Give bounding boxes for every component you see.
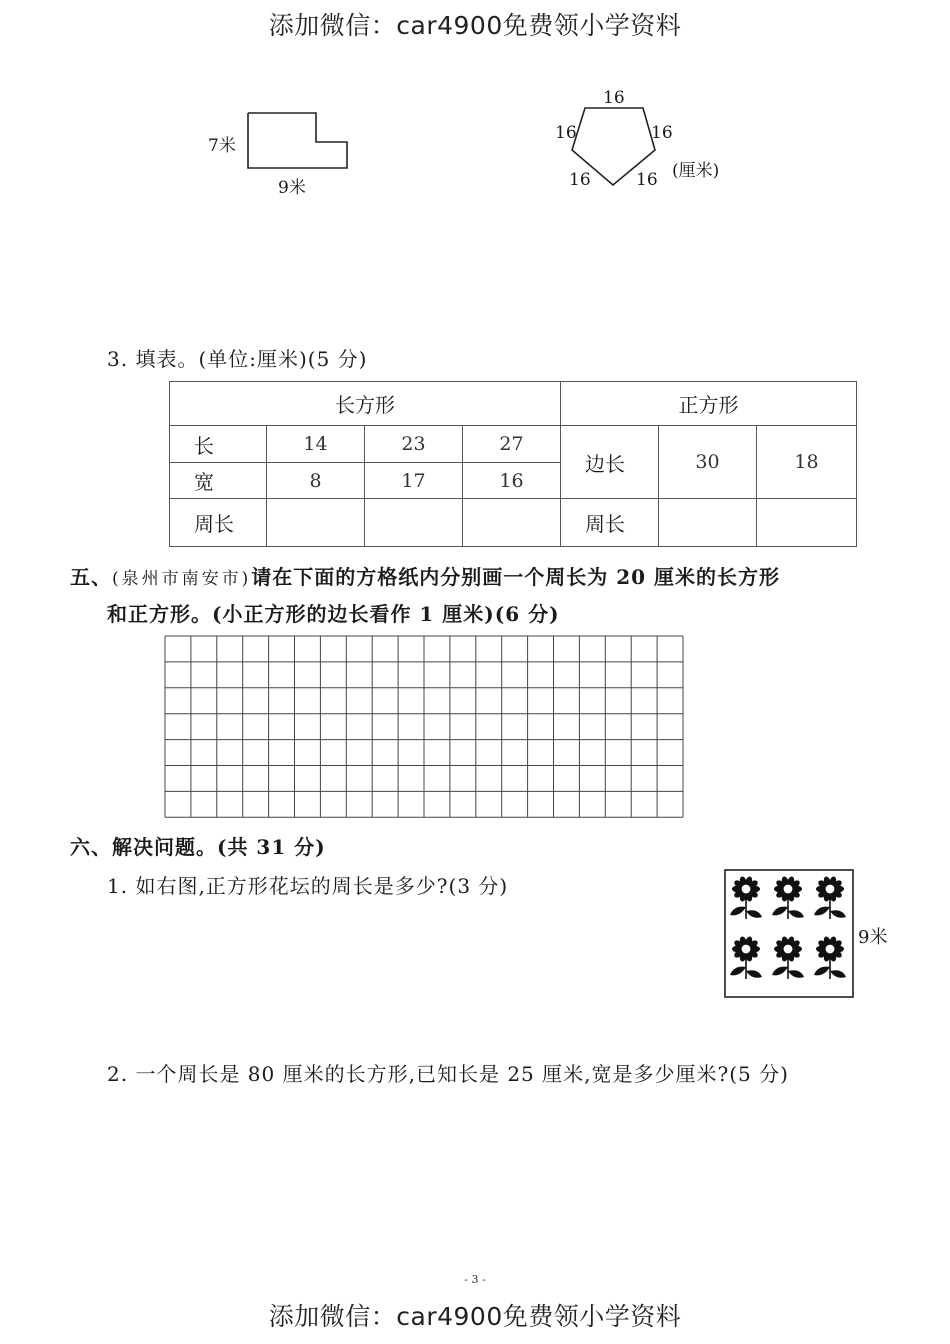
length-cell: 23: [365, 426, 463, 463]
square-header: 正方形: [561, 382, 857, 426]
section-6-question-2: 2. 一个周长是 80 厘米的长方形,已知长是 25 厘米,宽是多少厘米?(5 分): [107, 1062, 789, 1086]
length-cell: 27: [463, 426, 561, 463]
section-5-prefix: 五、: [70, 565, 112, 589]
drawing-grid[interactable]: [164, 635, 684, 819]
row-label-square-perimeter: 周长: [561, 499, 659, 547]
section-5-line-2: 和正方形。(小正方形的边长看作 1 厘米)(6 分): [107, 602, 560, 626]
pentagon-bottom-left-label: 16: [569, 170, 591, 190]
section-5-line-1: [70, 561, 780, 590]
width-cell: 17: [365, 463, 463, 499]
width-cell: 8: [267, 463, 365, 499]
rect-perimeter-answer-cell[interactable]: [365, 499, 463, 547]
l-shape-bottom-label: 9米: [278, 178, 306, 198]
pentagon-bottom-right-label: 16: [636, 170, 658, 190]
width-cell: 16: [463, 463, 561, 499]
square-perimeter-answer-cell[interactable]: [757, 499, 857, 547]
section-6-question-1: 1. 如右图,正方形花坛的周长是多少?(3 分): [107, 874, 509, 898]
page-number: - 3 -: [464, 1273, 486, 1286]
section-5-source: (泉州市南安市): [112, 569, 252, 589]
watermark-top: 添加微信：car4900免费领小学资料: [268, 11, 682, 40]
flower-bed-side-label: 9米: [858, 927, 888, 948]
l-shape-side-label: 7米: [208, 136, 236, 156]
square-side-cell: 18: [757, 426, 857, 499]
pentagon-right-label: 16: [651, 123, 673, 143]
rect-perimeter-answer-cell[interactable]: [267, 499, 365, 547]
section-5-text-1: 请在下面的方格纸内分别画一个周长为 20 厘米的长方形: [251, 565, 781, 589]
square-perimeter-answer-cell[interactable]: [659, 499, 757, 547]
row-label-perimeter: 周长: [170, 499, 267, 547]
row-label-wide: 宽: [170, 463, 267, 499]
row-label-side: 边长: [561, 426, 659, 499]
section-6-title: 六、解决问题。(共 31 分): [70, 835, 326, 859]
rect-header: 长方形: [170, 382, 561, 426]
pentagon-top-label: 16: [603, 88, 625, 108]
flower-bed-figure: [724, 869, 856, 999]
pentagon-left-label: 16: [555, 123, 577, 143]
rect-perimeter-answer-cell[interactable]: [463, 499, 561, 547]
watermark-bottom: 添加微信：car4900免费领小学资料: [268, 1302, 682, 1331]
question-3-text: 3. 填表。(单位:厘米)(5 分): [107, 347, 368, 371]
row-label-long: 长: [170, 426, 267, 463]
length-cell: 14: [267, 426, 365, 463]
fill-table: [169, 381, 857, 547]
pentagon-unit-label: (厘米): [672, 161, 720, 181]
square-side-cell: 30: [659, 426, 757, 499]
